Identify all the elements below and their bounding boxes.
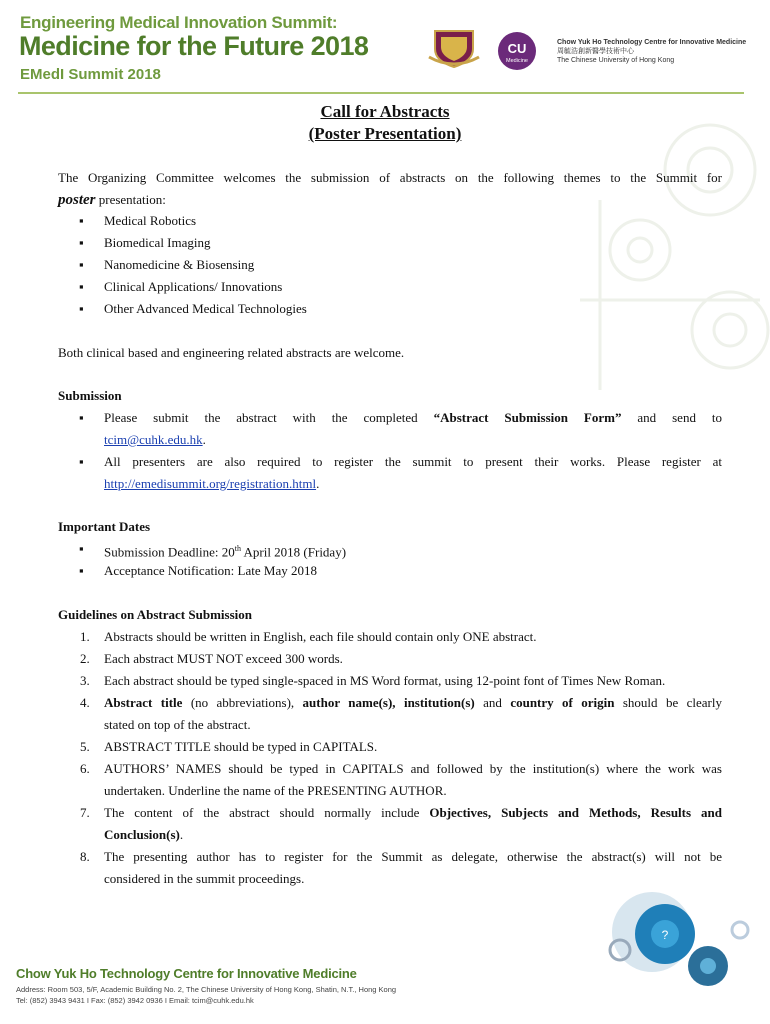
email-link[interactable]: tcim@cuhk.edu.hk xyxy=(104,432,203,447)
bold-text: country of origin xyxy=(510,695,615,710)
cuhk-crest-logo xyxy=(427,27,481,69)
gears-decoration xyxy=(590,890,770,1024)
footer-address: Address: Room 503, 5/F, Academic Building No. 2, The Chinese University of Hong Kong, Shatin, N.T., Hong Kong xyxy=(16,985,397,994)
bullet: ▪ xyxy=(79,213,84,228)
centre-name-en: Chow Yuk Ho Technology Centre for Innovative Medicine xyxy=(557,39,747,46)
centre-name-zh: 周毓浩創新醫學技術中心 xyxy=(557,48,634,55)
deadline-post: April 2018 (Friday) xyxy=(240,544,347,560)
text: (no abbreviations), xyxy=(182,695,303,710)
notification-item: Acceptance Notification: Late May 2018 xyxy=(104,563,317,578)
list-number: 4. xyxy=(80,695,90,710)
welcome-text: Both clinical based and engineering related abstracts are welcome. xyxy=(58,345,405,360)
theme-item: Biomedical Imaging xyxy=(104,235,211,250)
guideline-item: ABSTRACT TITLE should be typed in CAPITALS. xyxy=(104,739,378,754)
list-number: 8. xyxy=(80,849,90,864)
guideline-item xyxy=(104,692,722,714)
list-number: 2. xyxy=(80,651,90,666)
guideline-item-cont xyxy=(104,824,183,846)
bold-text: Abstract title xyxy=(104,695,183,710)
theme-item: Clinical Applications/ Innovations xyxy=(104,279,283,294)
guideline-item: AUTHORS’ NAMES should be typed in CAPITALS and followed by the institution(s) where the work was xyxy=(104,761,722,776)
theme-item: Medical Robotics xyxy=(104,213,197,228)
punct: . xyxy=(202,432,206,447)
header-divider xyxy=(18,92,744,94)
page-title: Call for Abstracts xyxy=(320,102,450,121)
submission-item2-line2 xyxy=(104,473,319,495)
university-name: The Chinese University of Hong Kong xyxy=(557,57,675,64)
submission-item1-line2 xyxy=(104,429,206,451)
bullet: ▪ xyxy=(79,454,84,469)
guideline-item: Each abstract MUST NOT exceed 300 words. xyxy=(104,651,343,666)
punct: . xyxy=(179,827,184,842)
cu-logo-sub: Medicine xyxy=(505,58,529,64)
intro-line2-text: presentation: xyxy=(98,192,166,207)
list-number: 1. xyxy=(80,629,90,644)
page-subtitle: (Poster Presentation) xyxy=(308,124,462,143)
cu-medicine-logo xyxy=(497,31,537,71)
submission-heading: Submission xyxy=(58,388,122,403)
deadline-sup: th xyxy=(234,544,241,553)
bullet: ▪ xyxy=(79,301,84,316)
bullet: ▪ xyxy=(79,257,84,272)
guideline-item: Each abstract should be typed single-spaced in MS Word format, using 12-point font of Times New Roman. xyxy=(104,673,666,688)
intro-line2 xyxy=(58,189,722,211)
text: and xyxy=(474,695,511,710)
guideline-item-cont: undertaken. Underline the name of the PRESENTING AUTHOR. xyxy=(104,783,447,798)
theme-item: Nanomedicine & Biosensing xyxy=(104,257,255,272)
guideline-item: The presenting author has to register for the Summit as delegate, otherwise the abstract(s) will not be xyxy=(104,849,722,864)
list-number: 6. xyxy=(80,761,90,776)
dates-heading: Important Dates xyxy=(58,519,151,534)
text: The content of the abstract should normally include xyxy=(104,805,430,820)
bold-text: author name(s), institution(s) xyxy=(302,695,475,710)
submission-item2-line1: All presenters are also required to register the summit to present their works. Please register at xyxy=(104,454,722,469)
guideline-item: Abstracts should be written in English, each file should contain only ONE abstract. xyxy=(104,629,537,644)
guideline-item xyxy=(104,802,722,824)
centre-name-block xyxy=(557,38,746,65)
guideline-item-cont: stated on top of the abstract. xyxy=(104,717,251,732)
footer-contact: Tel: (852) 3943 9431 I Fax: (852) 3942 0936 I Email: tcim@cuhk.edu.hk xyxy=(16,996,254,1005)
list-number: 7. xyxy=(80,805,90,820)
submission-item1-line1 xyxy=(104,407,722,429)
abstract-form-name: “Abstract Submission Form” xyxy=(433,410,622,425)
guideline-item-cont: considered in the summit proceedings. xyxy=(104,871,305,886)
header-title-line3: EMedI Summit 2018 xyxy=(20,66,161,83)
punct: . xyxy=(316,476,320,491)
bold-text: Conclusion(s) xyxy=(104,827,180,842)
bold-text: Objectives, Subjects and Methods, Results and xyxy=(429,805,722,820)
deadline-pre: Submission Deadline: 20 xyxy=(104,544,235,560)
bullet: ▪ xyxy=(79,563,84,578)
bullet: ▪ xyxy=(79,410,84,425)
cu-logo-text: CU xyxy=(507,41,527,56)
footer-centre-name: Chow Yuk Ho Technology Centre for Innovative Medicine xyxy=(16,966,357,981)
bullet: ▪ xyxy=(79,235,84,250)
intro-line1: The Organizing Committee welcomes the submission of abstracts on the following themes to the Summit for xyxy=(58,170,722,185)
submission-item1-pre: Please submit the abstract with the completed xyxy=(104,410,418,425)
registration-link[interactable]: http://emedisummit.org/registration.html xyxy=(104,476,317,491)
header-title-line2: Medicine for the Future 2018 xyxy=(19,31,369,61)
guidelines-heading: Guidelines on Abstract Submission xyxy=(58,607,252,622)
text: should be clearly xyxy=(614,695,722,710)
theme-item: Other Advanced Medical Technologies xyxy=(104,301,307,316)
list-number: 5. xyxy=(80,739,90,754)
list-number: 3. xyxy=(80,673,90,688)
intro-emphasis: poster xyxy=(58,192,96,208)
header-title-line1: Engineering Medical Innovation Summit: xyxy=(20,13,338,32)
bullet: ▪ xyxy=(79,541,84,556)
submission-item1-post: and send to xyxy=(637,410,722,425)
question-icon: ? xyxy=(661,928,669,942)
bullet: ▪ xyxy=(79,279,84,294)
